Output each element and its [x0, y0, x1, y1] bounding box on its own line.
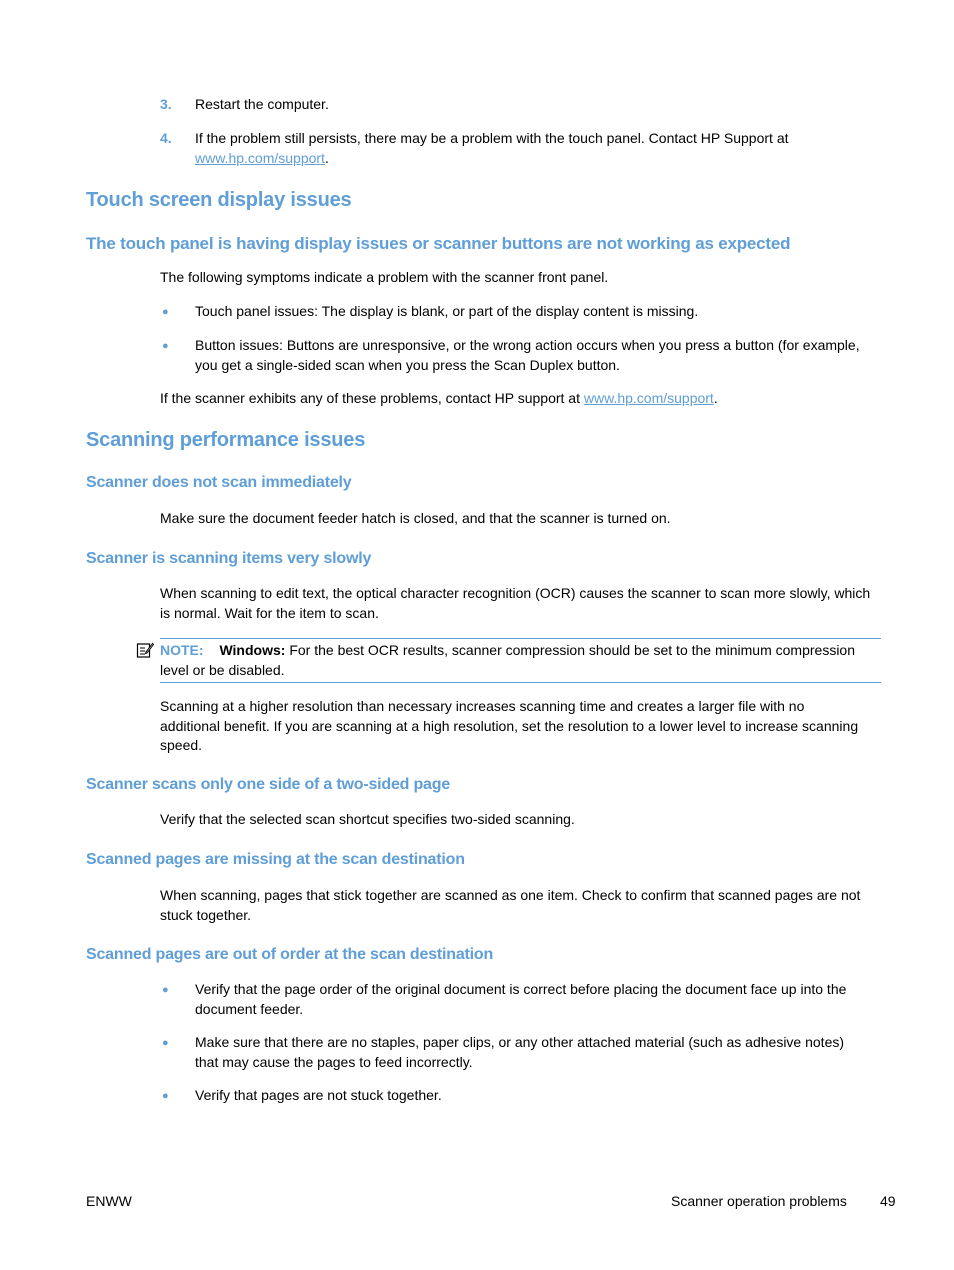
step-text-content: If the problem still persists, there may be a problem with the touch panel. Contact HP Support at [195, 130, 789, 146]
note-label: NOTE: [160, 642, 204, 658]
hp-support-link[interactable]: www.hp.com/support [195, 149, 325, 166]
paragraph [160, 389, 880, 409]
paragraph: The following symptoms indicate a problem with the scanner front panel. [160, 269, 609, 285]
section-title: Touch screen display issues [86, 189, 352, 211]
note-top-rule [160, 638, 881, 639]
list-item: Verify that the page order of the original document is correct before placing the document face up into the document feeder. [195, 981, 847, 1017]
step-text [195, 129, 885, 168]
paragraph: Verify that the selected scan shortcut specifies two-sided scanning. [160, 811, 575, 827]
footer-section: Scanner operation problems [671, 1193, 847, 1209]
subsection-title: Scanner scans only one side of a two-sided page [86, 776, 451, 793]
page-number: 49 [880, 1193, 896, 1209]
footer-left: ENWW [86, 1193, 132, 1209]
paragraph: Make sure the document feeder hatch is closed, and that the scanner is turned on. [160, 510, 671, 526]
list-item: Verify that pages are not stuck together. [195, 1087, 442, 1103]
paragraph: When scanning, pages that stick together are scanned as one item. Check to confirm that scanned pages are not stuck together. [160, 887, 861, 923]
step-number: 3. [160, 96, 172, 112]
paragraph-text: If the scanner exhibits any of these problems, contact HP support at [160, 390, 580, 406]
bullet-dot: ● [162, 1090, 169, 1102]
note-content: For the best OCR results, scanner compression should be set to the minimum compression level or be disabled. [160, 642, 856, 678]
subsection-title: Scanned pages are out of order at the scan destination [86, 946, 494, 963]
note-bold: Windows: [219, 642, 286, 658]
subsection-title: The touch panel is having display issues or scanner buttons are not working as expected [86, 234, 791, 253]
hp-support-link[interactable]: www.hp.com/support [583, 390, 714, 406]
subsection-title: Scanned pages are missing at the scan destination [86, 851, 465, 868]
list-item: Button issues: Buttons are unresponsive, or the wrong action occurs when you press a button (for example, you get a single-sided scan when you press the Scan Duplex button. [195, 337, 860, 373]
bullet-dot: ● [162, 306, 169, 318]
bullet-dot: ● [162, 984, 169, 996]
paragraph-end: . [713, 390, 718, 406]
paragraph: Scanning at a higher resolution than necessary increases scanning time and creates a larger file with no additional benefit. If you are scanning at a high resolution, set the resolution to a lower level to increase scanning speed. [160, 698, 859, 753]
bullet-dot: ● [162, 340, 169, 352]
step-number: 4. [160, 130, 172, 146]
note-text [160, 641, 870, 680]
subsection-title: Scanner is scanning items very slowly [86, 550, 372, 567]
step-text: Restart the computer. [195, 96, 329, 112]
list-item: Make sure that there are no staples, paper clips, or any other attached material (such as adhesive notes) that may cause the pages to feed incorrectly. [195, 1034, 845, 1070]
subsection-title: Scanner does not scan immediately [86, 474, 352, 491]
bullet-dot: ● [162, 1037, 169, 1049]
note-pencil-icon [136, 641, 154, 659]
step-text-end: . [324, 149, 329, 166]
note-bottom-rule [160, 682, 881, 683]
section-title: Scanning performance issues [86, 429, 366, 451]
list-item: Touch panel issues: The display is blank, or part of the display content is missing. [195, 303, 699, 319]
paragraph: When scanning to edit text, the optical character recognition (OCR) causes the scanner to scan more slowly, which is normal. Wait for the item to scan. [160, 585, 871, 621]
